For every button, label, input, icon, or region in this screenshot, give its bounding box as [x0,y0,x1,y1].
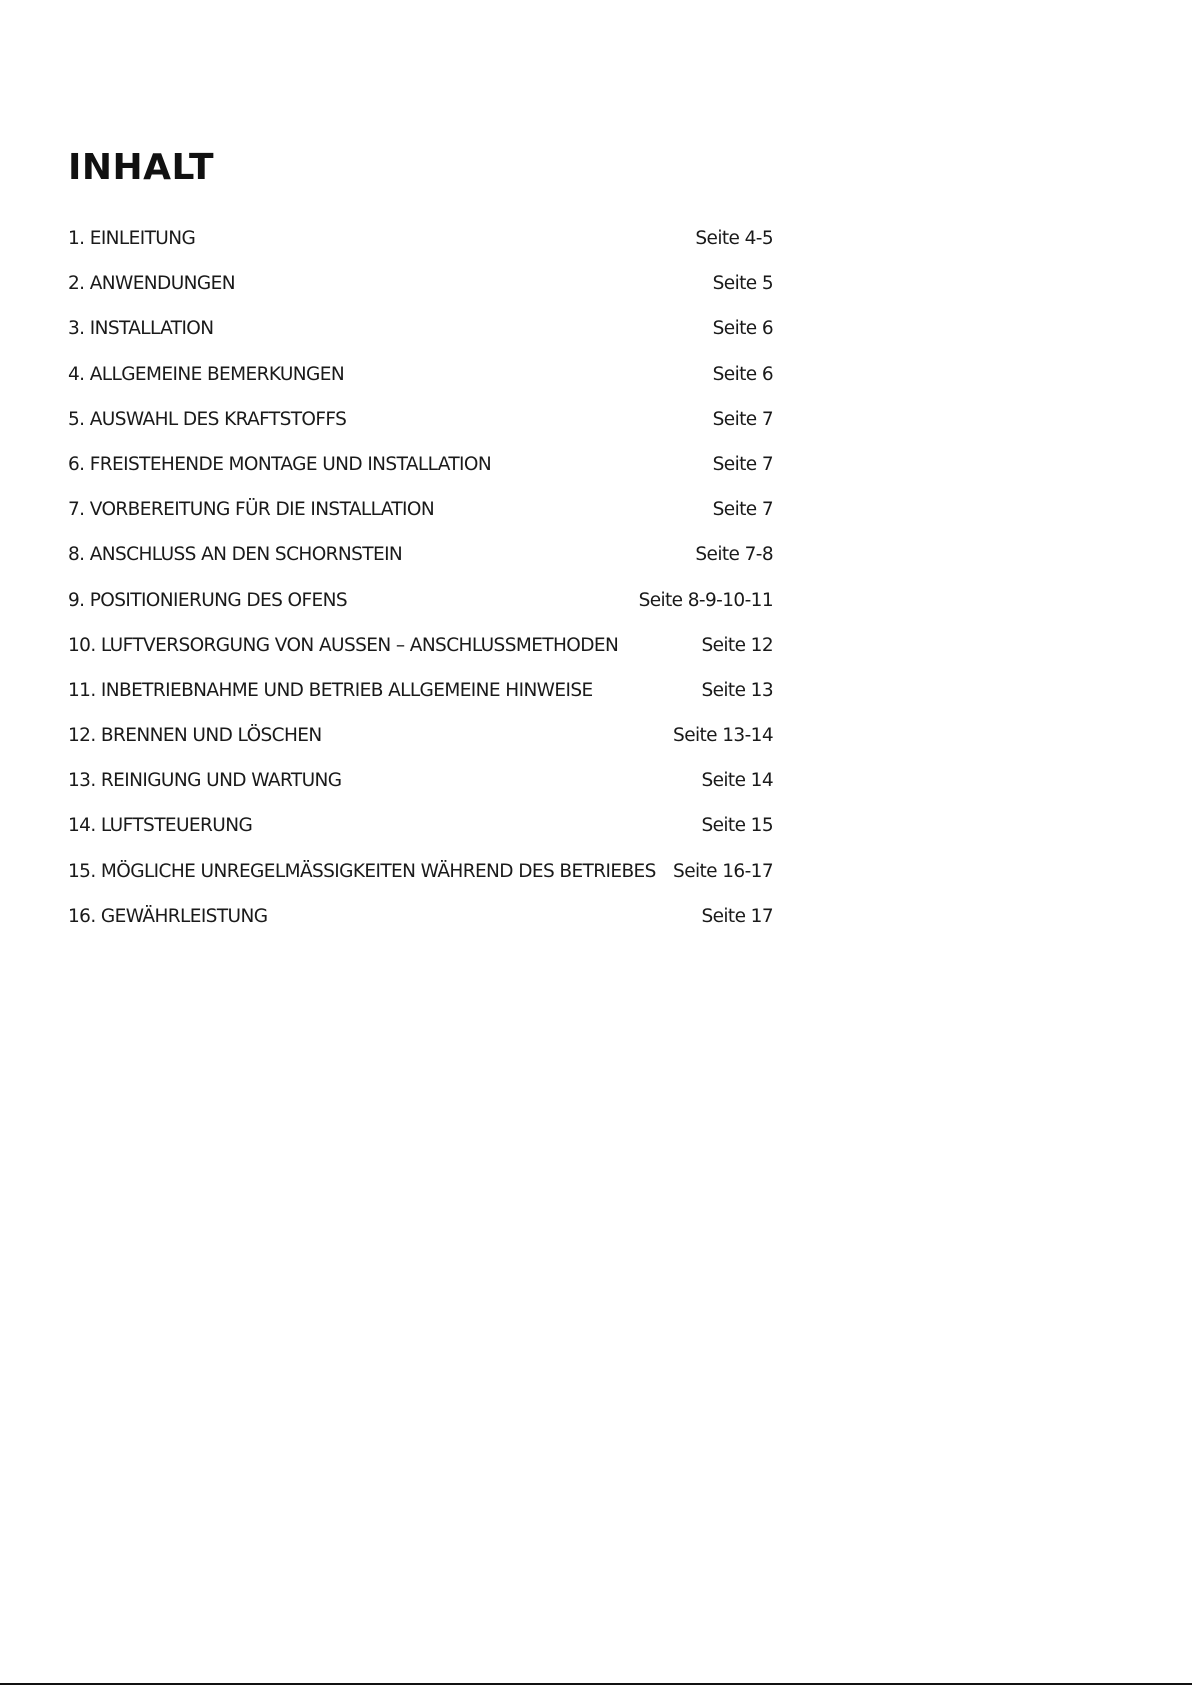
toc-entry-page: Seite 6 [712,363,773,385]
toc-entry-title: 5. AUSWAHL DES KRAFTSTOFFS [68,408,347,430]
toc-entry-title: 13. REINIGUNG UND WARTUNG [68,770,342,792]
toc-entry-page: Seite 7 [712,408,773,430]
toc-entry-4[interactable] [68,363,773,411]
toc-entry-title: 10. LUFTVERSORGUNG VON AUSSEN – ANSCHLUSSMETHODEN [68,634,619,656]
toc-entry-14[interactable] [68,817,773,862]
toc-entry-1[interactable] [68,230,773,275]
toc-entry-page: Seite 14 [701,770,773,792]
toc-entry-page: Seite 16-17 [673,860,773,882]
toc-entry-page: Seite 6 [712,318,773,340]
toc-entry-page: Seite 7 [712,499,773,521]
toc-entry-page: Seite 17 [701,905,773,927]
toc-entry-title: 14. LUFTSTEUERUNG [68,815,253,837]
toc-entry-15[interactable] [68,860,773,908]
toc-entry-11[interactable] [68,679,773,727]
toc-entry-5[interactable] [68,408,773,456]
toc-entry-16[interactable] [68,905,773,953]
toc-entry-title: 12. BRENNEN UND LÖSCHEN [68,725,322,747]
toc-entry-8[interactable] [68,546,773,591]
toc-entry-page: Seite 12 [701,634,773,656]
toc-entry-title: 4. ALLGEMEINE BEMERKUNGEN [68,363,345,385]
toc-entry-6[interactable] [68,453,773,501]
toc-entry-title: 6. FREISTEHENDE MONTAGE UND INSTALLATION [68,453,492,475]
table-of-contents [68,230,773,953]
toc-entry-page: Seite 8-9-10-11 [638,589,773,611]
toc-entry-page: Seite 15 [701,815,773,837]
toc-entry-title: 11. INBETRIEBNAHME UND BETRIEB ALLGEMEINE HINWEISE [68,679,593,701]
toc-entry-page: Seite 7 [712,453,773,475]
toc-entry-page: Seite 4-5 [695,228,773,249]
toc-entry-title: 9. POSITIONIERUNG DES OFENS [68,589,348,611]
toc-entry-title: 1. EINLEITUNG [68,228,196,249]
toc-entry-page: Seite 13-14 [673,725,773,747]
toc-entry-title: 2. ANWENDUNGEN [68,273,235,295]
toc-entry-title: 16. GEWÄHRLEISTUNG [68,905,268,927]
toc-entry-title: 7. VORBEREITUNG FÜR DIE INSTALLATION [68,499,435,521]
page-title: INHALT [68,147,215,188]
toc-entry-9[interactable] [68,589,773,637]
toc-entry-page: Seite 5 [712,273,773,295]
toc-entry-page: Seite 13 [701,679,773,701]
toc-entry-title: 15. MÖGLICHE UNREGELMÄSSIGKEITEN WÄHREND DES BETRIEBES [68,860,656,882]
toc-entry-3[interactable] [68,320,773,365]
toc-entry-13[interactable] [68,772,773,817]
toc-entry-title: 3. INSTALLATION [68,318,214,340]
toc-entry-title: 8. ANSCHLUSS AN DEN SCHORNSTEIN [68,544,403,566]
toc-entry-12[interactable] [68,727,773,772]
toc-entry-2[interactable] [68,275,773,320]
toc-entry-page: Seite 7-8 [695,544,773,566]
toc-entry-10[interactable] [68,634,773,682]
toc-entry-7[interactable] [68,501,773,546]
